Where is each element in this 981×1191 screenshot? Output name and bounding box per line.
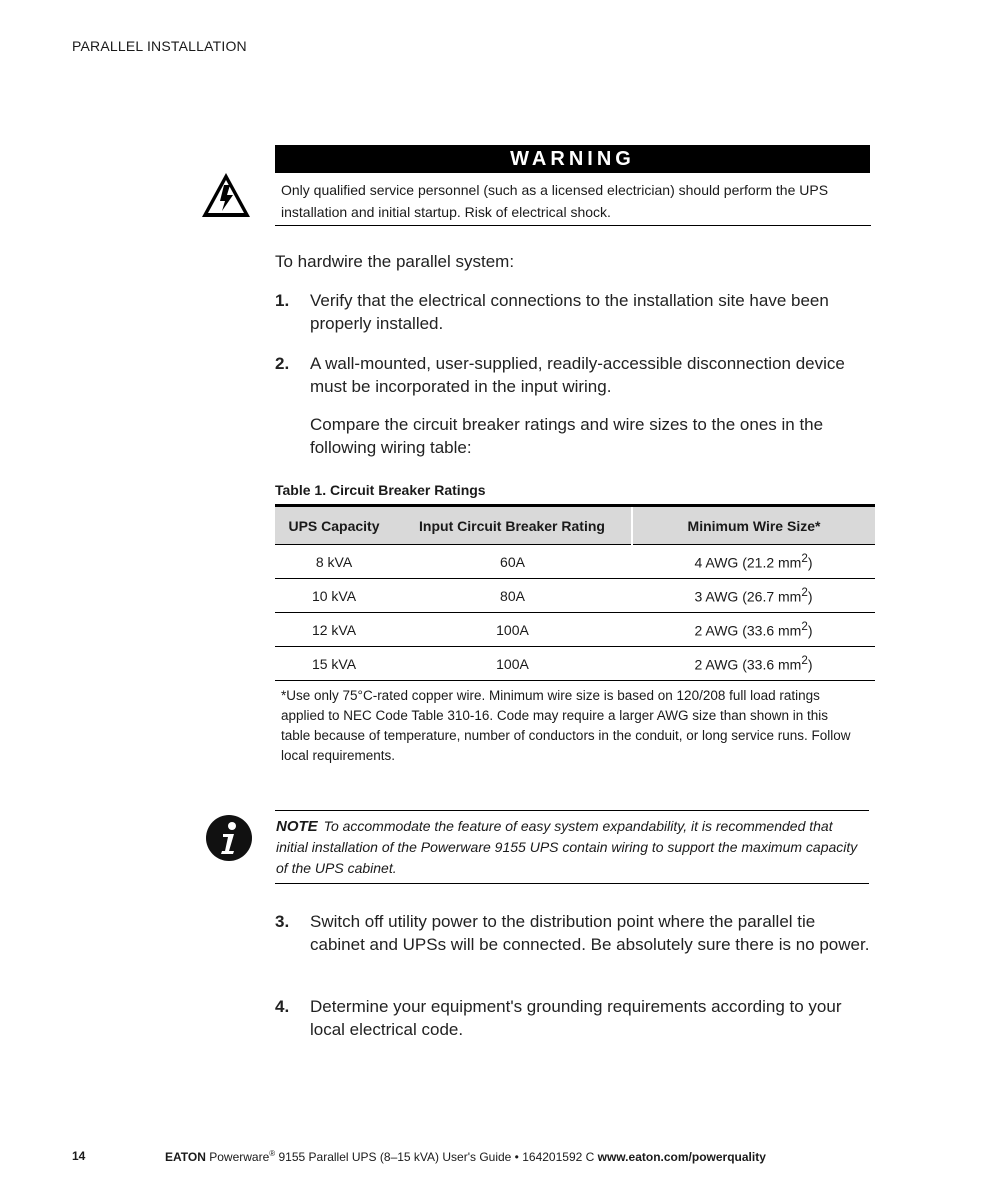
footer-line: [165, 1149, 766, 1164]
cell-ups-capacity: 15 kVA: [275, 647, 393, 681]
cell-wire-size: [632, 647, 875, 681]
footer-title: 9155 Parallel UPS (8–15 kVA) User's Guide • 164201592 C: [275, 1150, 598, 1164]
warning-text: Only qualified service personnel (such as a licensed electrician) should perform the UPS installation and initial startup. Risk of electrical shock.: [281, 182, 829, 220]
registered-mark: ®: [269, 1149, 276, 1158]
close-paren: ): [807, 656, 813, 673]
page-number: 14: [72, 1149, 86, 1163]
cell-breaker-rating: 100A: [393, 647, 632, 681]
table-row: [275, 647, 875, 681]
superscript: 2: [801, 620, 808, 634]
footer-url: www.eaton.com/powerquality: [597, 1150, 766, 1164]
table-header-row: [275, 506, 875, 545]
superscript: 2: [801, 654, 808, 668]
note-text: [276, 816, 866, 879]
step-3: [275, 910, 870, 956]
table-caption: Table 1. Circuit Breaker Ratings: [275, 482, 486, 498]
step-number: 4.: [275, 997, 290, 1016]
info-icon: [205, 814, 253, 862]
cell-breaker-rating: 60A: [393, 545, 632, 579]
column-header-breaker-rating: Input Circuit Breaker Rating: [393, 506, 632, 545]
cell-wire-size: [632, 613, 875, 647]
step-text: A wall-mounted, user-supplied, readily-accessible disconnection device must be incorporated in the input wiring.: [310, 354, 845, 396]
step-text: Determine your equipment's grounding requirements according to your local electrical code.: [310, 997, 842, 1039]
table-footnote: *Use only 75°C-rated copper wire. Minimum wire size is based on 120/208 full load ratings applied to NEC Code Table 310-16. Code may require a larger AWG size than shown in this table because of temperature, number of conductors in the conduit, or long service runs. Follow local requirements.: [281, 688, 851, 763]
step-number: 2.: [275, 354, 290, 373]
table-row: [275, 545, 875, 579]
superscript: 2: [801, 586, 808, 600]
footer-brand: EATON: [165, 1150, 206, 1164]
cell-ups-capacity: 10 kVA: [275, 579, 393, 613]
cell-ups-capacity: 8 kVA: [275, 545, 393, 579]
step-4: [275, 995, 870, 1041]
warning-label: WARNING: [275, 145, 870, 173]
table-row: [275, 579, 875, 613]
column-header-ups-capacity: UPS Capacity: [275, 506, 393, 545]
cell-wire-size: [632, 579, 875, 613]
intro-text: To hardwire the parallel system:: [275, 252, 515, 271]
step-text: Switch off utility power to the distribution point where the parallel tie cabinet and UPSs will be connected. Be absolutely sure there is no power.: [310, 912, 870, 954]
compare-paragraph: Compare the circuit breaker ratings and wire sizes to the ones in the following wiring table:: [310, 415, 824, 457]
table-row: [275, 613, 875, 647]
step-number: 3.: [275, 912, 290, 931]
wire-size-value: 2 AWG (33.6 mm: [694, 656, 802, 673]
wire-size-value: 3 AWG (26.7 mm: [694, 588, 802, 605]
wire-size-value: 4 AWG (21.2 mm: [694, 554, 802, 571]
cell-ups-capacity: 12 kVA: [275, 613, 393, 647]
step-2: [275, 352, 870, 398]
step-1: [275, 289, 870, 335]
close-paren: ): [807, 588, 813, 605]
wire-size-value: 2 AWG (33.6 mm: [694, 622, 802, 639]
warning-divider: [275, 225, 871, 226]
cell-breaker-rating: 80A: [393, 579, 632, 613]
superscript: 2: [801, 552, 808, 566]
note-body: To accommodate the feature of easy system expandability, it is recommended that initial installation of the Powerware 9155 UPS contain wiring to support the maximum capacity of the UPS cabinet.: [276, 818, 858, 876]
step-text: Verify that the electrical connections to the installation site have been properly installed.: [310, 291, 829, 333]
circuit-breaker-table: [275, 504, 875, 681]
step-number: 1.: [275, 291, 290, 310]
note-divider-bottom: [275, 883, 869, 884]
section-title: PARALLEL INSTALLATION: [72, 38, 247, 54]
cell-wire-size: [632, 545, 875, 579]
cell-breaker-rating: 100A: [393, 613, 632, 647]
footer-product: Powerware: [205, 1150, 270, 1164]
note-divider-top: [275, 810, 869, 811]
column-header-wire-size: Minimum Wire Size*: [632, 506, 875, 545]
close-paren: ): [807, 554, 813, 571]
close-paren: ): [807, 622, 813, 639]
note-label: NOTE: [276, 818, 318, 835]
electrical-shock-warning-icon: [200, 171, 252, 219]
